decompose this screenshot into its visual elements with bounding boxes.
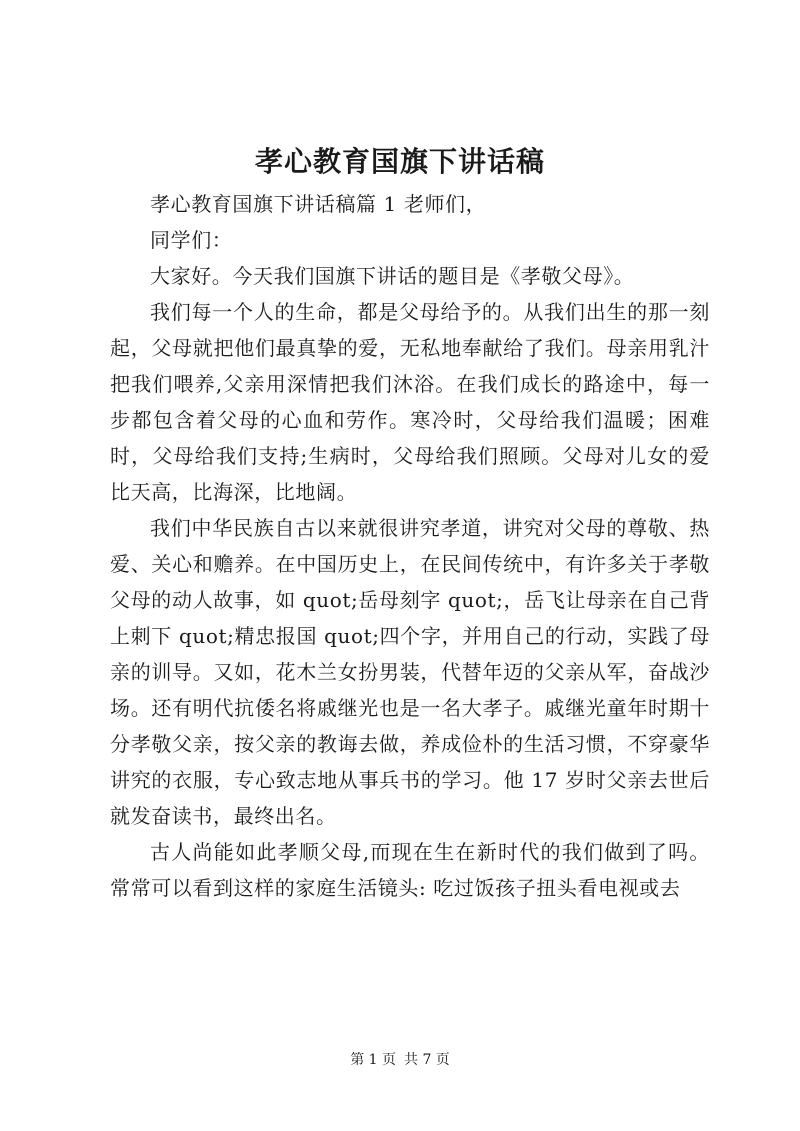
page-footer xyxy=(0,1050,800,1070)
page-total: 共 7 页 xyxy=(404,1052,450,1068)
page-number: 第 1 页 xyxy=(350,1052,396,1068)
document-title: 孝心教育国旗下讲话稿 xyxy=(254,145,545,178)
paragraph: 古人尚能如此孝顺父母,而现在生在新时代的我们做到了吗。常常可以看到这样的家庭生活镜头: 吃过饭孩子扭头看电视或去 xyxy=(110,840,710,900)
paragraph: 同学们： xyxy=(150,228,233,252)
paragraph: 孝心教育国旗下讲话稿篇 1 老师们， xyxy=(150,192,487,216)
paragraph: 我们中华民族自古以来就很讲究孝道，讲究对父母的尊敬、热爱、关心和赡养。在中国历史上，在民间传统中，有许多关于孝敬父母的动人故事，如 quot;岳母刻字 quot;，岳飞让母亲在自己背上刺下 quot;精忠报国 quot;四个字，并用自己的行动，实践了母亲的训导。又如，花木兰女扮男装，代替年迈的父亲从军，奋战沙场。还有明代抗倭名将戚继光也是一名大孝子。戚继光童年时期十分孝敬父亲，按父亲的教诲去做，养成俭朴的生活习惯，不穿豪华讲究的衣服，专心致志地从事兵书的学习。他 17 岁时父亲去世后就发奋读书，最终出名。 xyxy=(110,516,710,828)
paragraph: 我们每一个人的生命，都是父母给予的。从我们出生的那一刻起，父母就把他们最真挚的爱，无私地奉献给了我们。母亲用乳汁把我们喂养,父亲用深情把我们沐浴。在我们成长的路途中，每一步都包含着父母的心血和劳作。寒冷时，父母给我们温暖；困难时，父母给我们支持;生病时，父母给我们照顾。父母对儿女的爱比天高，比海深，比地阔。 xyxy=(110,300,710,504)
document-body xyxy=(110,186,710,906)
paragraph: 大家好。今天我们国旗下讲话的题目是《孝敬父母》。 xyxy=(150,264,635,288)
